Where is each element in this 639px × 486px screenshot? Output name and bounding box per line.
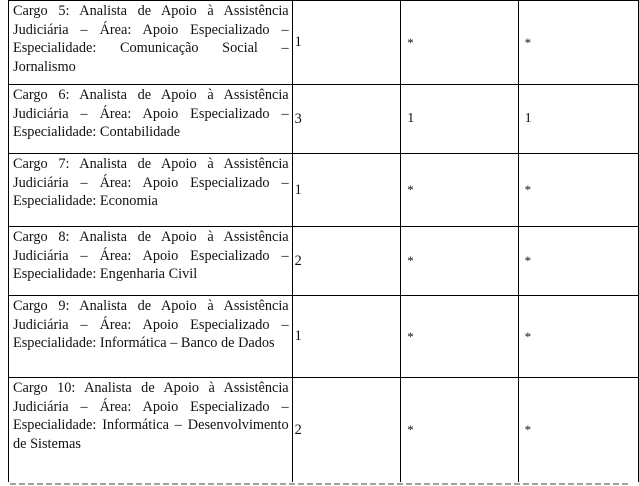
vagas-cell: 1 bbox=[292, 296, 401, 378]
value-cell: 1 bbox=[518, 85, 638, 154]
cargo-cell: Cargo 10: Analista de Apoio à Assistência Judiciária – Área: Apoio Especializado – Especialidade: Informática – Desenvolvimento de Sistemas bbox=[9, 378, 293, 483]
clipped-text-fragment bbox=[10, 483, 630, 485]
value-cell: 1 bbox=[401, 85, 518, 154]
table-row bbox=[9, 1, 639, 85]
value-cell: * bbox=[518, 154, 638, 227]
value-cell: * bbox=[401, 154, 518, 227]
value-cell: * bbox=[401, 227, 518, 296]
value-cell: * bbox=[401, 1, 518, 85]
clipped-next-row bbox=[0, 482, 639, 486]
cargo-cell: Cargo 7: Analista de Apoio à Assistência Judiciária – Área: Apoio Especializado – Especialidade: Economia bbox=[9, 154, 293, 227]
vagas-cell: 1 bbox=[292, 154, 401, 227]
table-row bbox=[9, 85, 639, 154]
table-row bbox=[9, 378, 639, 483]
vagas-cell: 2 bbox=[292, 378, 401, 483]
vagas-cell: 3 bbox=[292, 85, 401, 154]
value-cell: * bbox=[401, 296, 518, 378]
vacancy-table bbox=[8, 0, 639, 483]
vagas-cell: 1 bbox=[292, 1, 401, 85]
vagas-cell: 2 bbox=[292, 227, 401, 296]
value-cell: * bbox=[518, 1, 638, 85]
value-cell: * bbox=[401, 378, 518, 483]
value-cell: * bbox=[518, 378, 638, 483]
cargo-cell: Cargo 6: Analista de Apoio à Assistência Judiciária – Área: Apoio Especializado – Especialidade: Contabilidade bbox=[9, 85, 293, 154]
cargo-cell: Cargo 9: Analista de Apoio à Assistência Judiciária – Área: Apoio Especializado – Especialidade: Informática – Banco de Dados bbox=[9, 296, 293, 378]
value-cell: * bbox=[518, 227, 638, 296]
table-row bbox=[9, 227, 639, 296]
cargo-cell: Cargo 8: Analista de Apoio à Assistência Judiciária – Área: Apoio Especializado – Especialidade: Engenharia Civil bbox=[9, 227, 293, 296]
table-row bbox=[9, 296, 639, 378]
table-row bbox=[9, 154, 639, 227]
value-cell: * bbox=[518, 296, 638, 378]
cargo-cell: Cargo 5: Analista de Apoio à Assistência Judiciária – Área: Apoio Especializado – Especialidade: Comunicação Social – Jornalismo bbox=[9, 1, 293, 85]
